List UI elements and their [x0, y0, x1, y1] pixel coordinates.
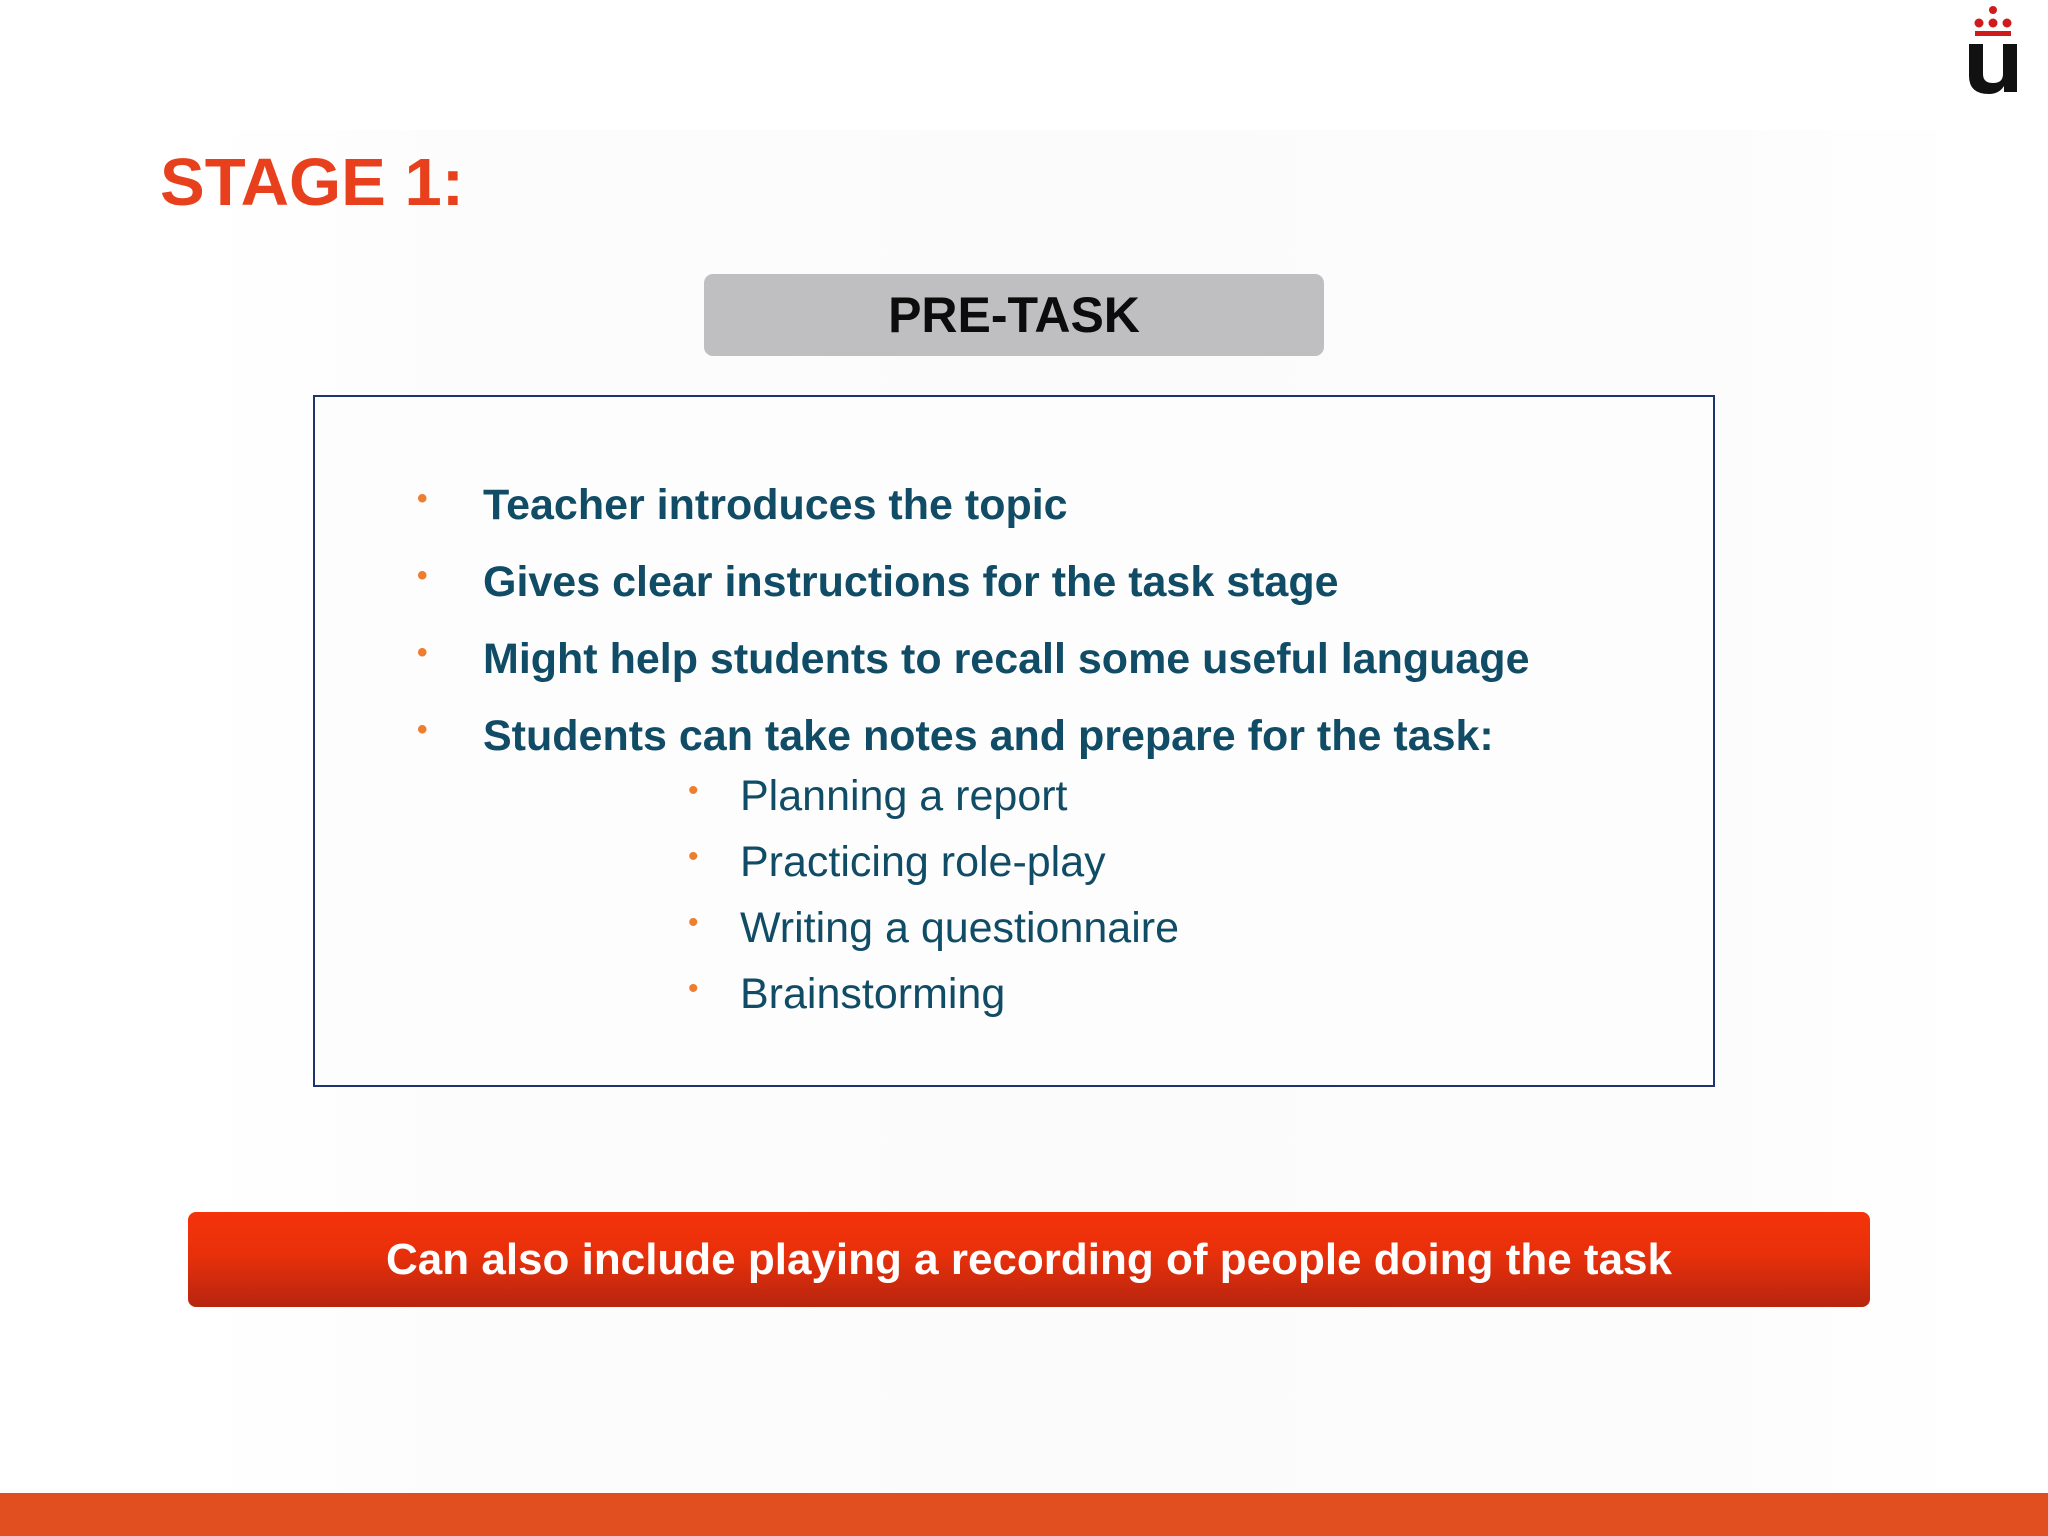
sub-list-item-text: Brainstorming	[740, 970, 1006, 1018]
list-item	[315, 621, 1713, 698]
bullet-dot-icon: •	[417, 559, 428, 592]
bullet-dot-icon: •	[688, 972, 699, 1005]
sub-list-item	[483, 763, 1713, 829]
sub-list-item-text: Planning a report	[740, 772, 1068, 820]
sub-bullet-list	[483, 763, 1713, 1027]
university-crown-logo-icon	[1965, 4, 2021, 96]
sub-list-item	[483, 895, 1713, 961]
bullet-dot-icon: •	[417, 482, 428, 515]
list-item-text: Teacher introduces the topic	[483, 481, 1068, 529]
bullet-dot-icon: •	[688, 774, 699, 807]
list-item	[315, 467, 1713, 544]
sub-list-item	[483, 829, 1713, 895]
bullet-dot-icon: •	[417, 636, 428, 669]
bullet-dot-icon: •	[688, 840, 699, 873]
list-item	[315, 544, 1713, 621]
list-item	[315, 698, 1713, 1027]
stage-label: PRE-TASK	[704, 274, 1324, 356]
callout-banner: Can also include playing a recording of people doing the task	[188, 1212, 1870, 1307]
footer-band	[0, 1493, 2048, 1536]
content-box	[313, 395, 1715, 1087]
list-item-text: Students can take notes and prepare for the task:	[483, 712, 1494, 760]
bullet-list	[315, 467, 1713, 1027]
slide-title: STAGE 1:	[160, 145, 465, 220]
sub-list-item-text: Writing a questionnaire	[740, 904, 1180, 952]
bullet-dot-icon: •	[688, 906, 699, 939]
bullet-dot-icon: •	[417, 713, 428, 746]
list-item-text: Might help students to recall some useful language	[483, 635, 1530, 683]
list-item-text: Gives clear instructions for the task stage	[483, 558, 1339, 606]
sub-list-item-text: Practicing role-play	[740, 838, 1106, 886]
sub-list-item	[483, 961, 1713, 1027]
